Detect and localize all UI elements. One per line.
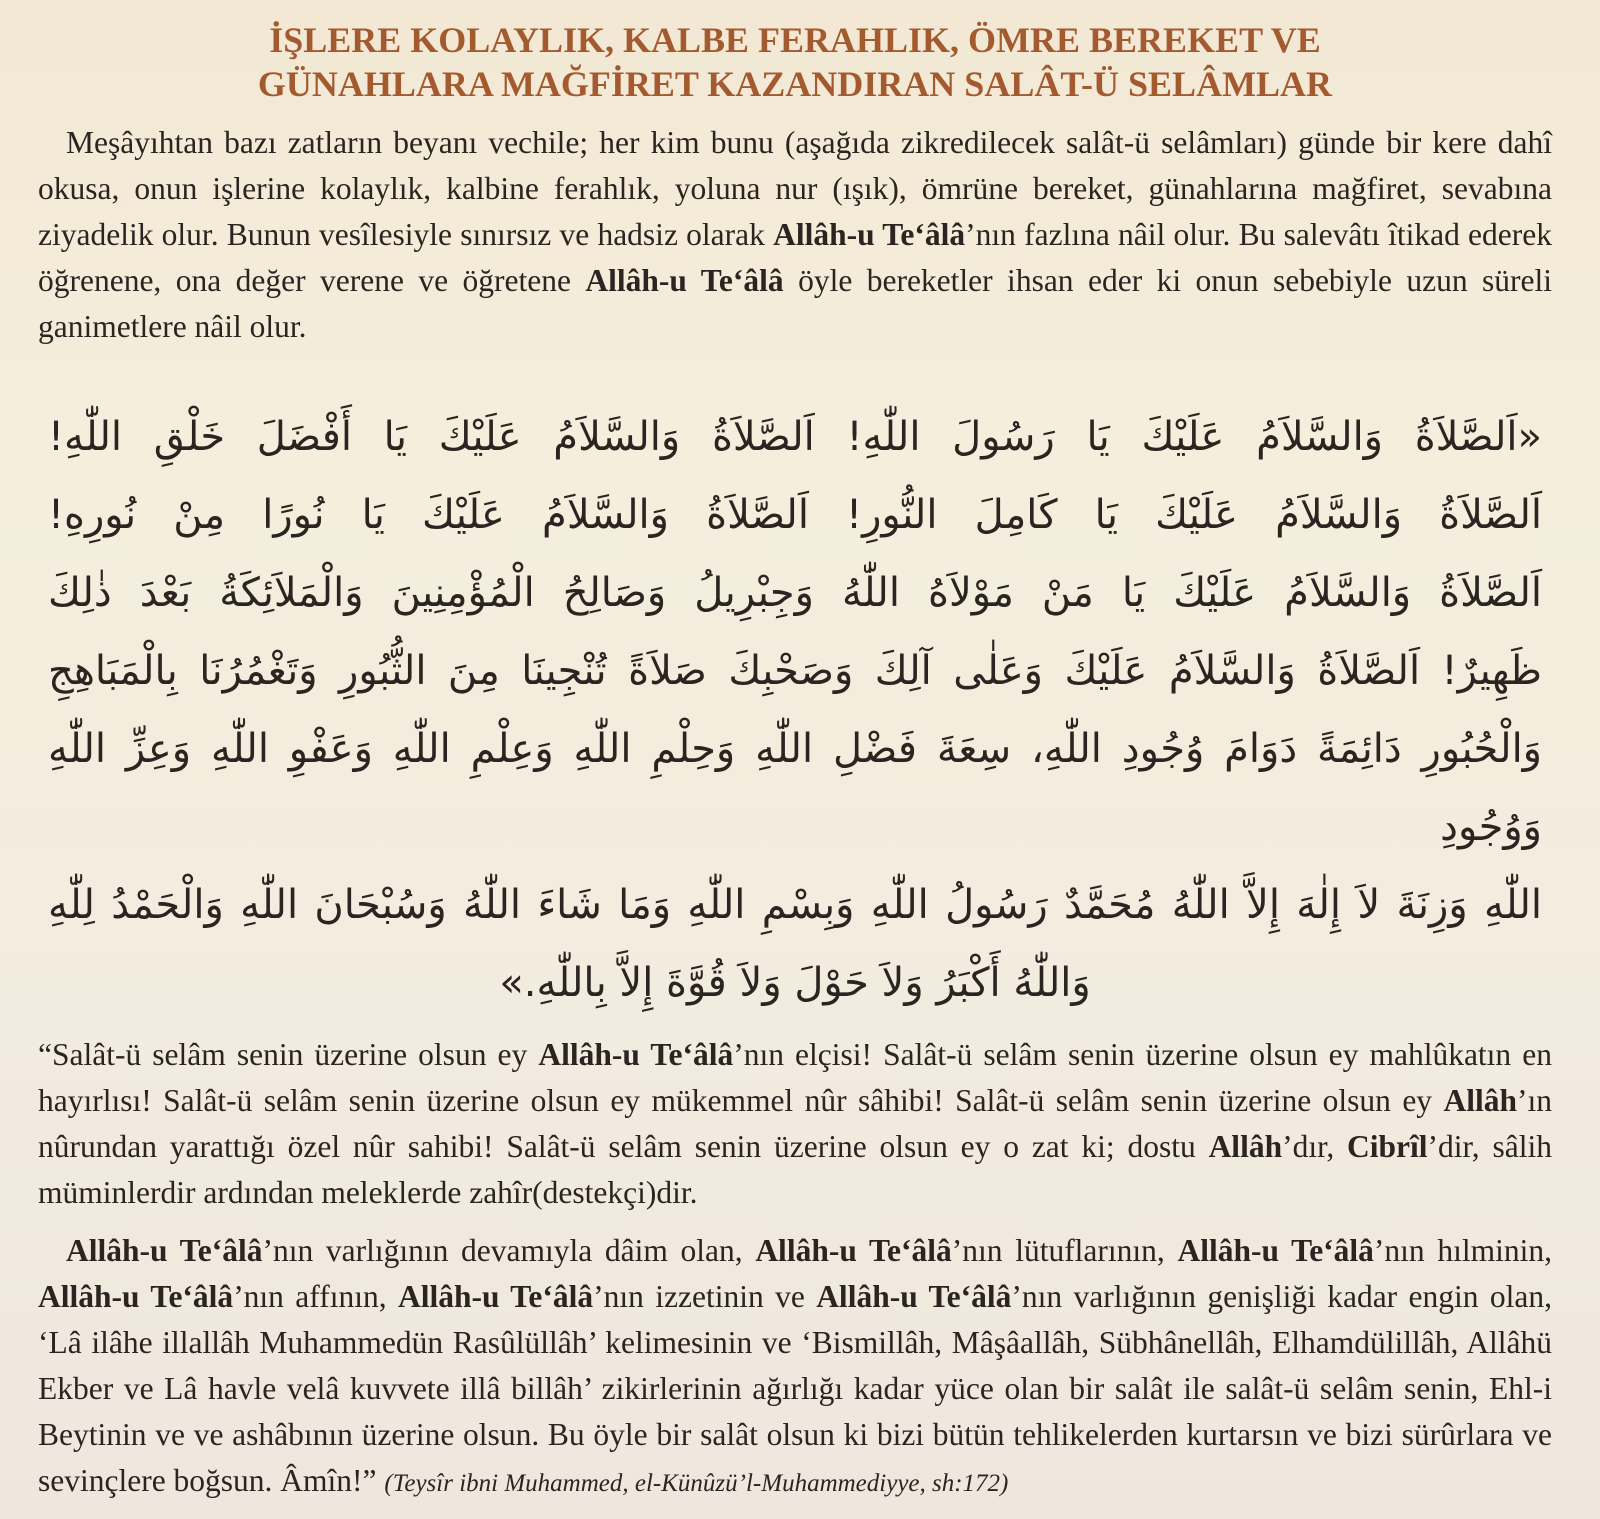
arabic-line-2: اَلصَّلاَةُ وَالسَّلاَمُ عَلَيْكَ يَا كَامِلَ النُّورِ! اَلصَّلاَةُ وَالسَّلاَمُ عَلَيْكَ يَا نُورًا مِنْ نُورِهِ! — [48, 492, 1542, 538]
translation-text: ’nın elçisi! Salât-ü selâm senin üzerine olsun ey mahlûkatın en hayırlısı! Salât-ü selâm senin üzerine olsun ey mükemmel nûr sâhibi! Salât-ü selâm senin üzerine olsun ey — [38, 1037, 1552, 1118]
arabic-line-6: اللّٰهِ وَزِنَةَ لاَ إِلٰهَ إِلاَّ اللّٰهُ مُحَمَّدٌ رَسُولُ اللّٰهِ وَبِسْمِ اللّٰهِ وَمَا شَاءَ اللّٰهُ وَسُبْحَانَ اللّٰهِ وَالْحَمْدُ لِلّٰهِ — [48, 882, 1542, 928]
arabic-line-3: اَلصَّلاَةُ وَالسَّلاَمُ عَلَيْكَ يَا مَنْ مَوْلاَهُ اللّٰهُ وَجِبْرِيلُ وَصَالِحُ الْمُؤْمِنِينَ وَالْمَلاَئِكَةُ بَعْدَ ذٰلِكَ — [48, 570, 1542, 616]
title-line-1: İŞLERE KOLAYLIK, KALBE FERAHLIK, ÖMRE BEREKET VE — [269, 20, 1321, 60]
bold-name: Allâh — [1443, 1083, 1517, 1118]
page-title — [38, 18, 1552, 106]
arabic-line-4: ظَهِيرٌ! اَلصَّلاَةُ وَالسَّلاَمُ عَلَيْكَ وَعَلٰى آلِكَ وَصَحْبِكَ صَلاَةً تُنْجِينَا مِنَ الثُّبُورِ وَتَغْمُرُنَا بِالْمَبَاهِجِ — [48, 648, 1542, 694]
intro-text: ’nın fazlına nâil olur. Bu salevâtı îtikad ederek öğrenene, ona değer verene ve öğretene — [38, 217, 1552, 298]
intro-text: öyle bereketler ihsan eder ki onun sebebiyle uzun süreli ganimetlere nâil olur. — [38, 263, 1552, 344]
translation-text: ’nın lütuflarının, — [951, 1233, 1178, 1268]
source-citation: (Teysîr ibni Muhammed, el-Künûzü’l-Muhammediyye, sh:172) — [384, 1470, 1009, 1497]
translation-text: ’nın varlığının devamıyla dâim olan, — [262, 1233, 756, 1268]
translation-text: ’nın varlığının genişliği kadar engin olan, ‘Lâ ilâhe illallâh Muhammedün Rasûlüllâh’ kelimesinin ve ‘Bismillâh, Mâşâallâh, Sübhânellâh, Elhamdülillâh, Allâhü Ekber ve Lâ havle velâ kuvvete illâ billâh’ zikirlerinin ağırlığı kadar yüce olan bir salât ile salât-ü selâm senin, Ehl-i Beytinin ve ve ashâbının üzerine olsun. Bu öyle bir salât olsun ki bizi bütün tehlikelerden kurtarsın ve bizi sürûrlara ve sevinçlere boğsun. Âmîn!” — [38, 1279, 1552, 1498]
title-line-2: GÜNAHLARA MAĞFİRET KAZANDIRAN SALÂT-Ü SELÂMLAR — [257, 64, 1333, 104]
arabic-line-1: «اَلصَّلاَةُ وَالسَّلاَمُ عَلَيْكَ يَا رَسُولَ اللّٰهِ! اَلصَّلاَةُ وَالسَّلاَمُ عَلَيْكَ يَا أَفْضَلَ خَلْقِ اللّٰهِ! — [48, 414, 1542, 460]
translation-text: ’ın nûrundan yarattığı özel nûr sahibi! Salât-ü selâm senin üzerine olsun ey o zat ki; dostu — [38, 1083, 1552, 1164]
intro-paragraph — [38, 120, 1552, 350]
intro-text: Meşâyıhtan bazı zatların beyanı vechile; her kim bunu (aşağıda zikredilecek salât-ü selâmları) günde bir kere dahî okusa, onun işlerine kolaylık, kalbine ferahlık, yoluna nur (ışık), ömrüne bereket, günahlarına mağfiret, sevabına ziyadelik olur. Bunun vesîlesiyle sınırsız ve hadsiz olarak — [38, 125, 1552, 252]
arabic-prayer — [38, 398, 1552, 1022]
bold-name: Allâh-u Te‘âlâ — [38, 1279, 234, 1314]
translation-text: ’dır, — [1282, 1129, 1348, 1164]
translation-paragraph-2 — [38, 1228, 1552, 1507]
bold-name: Allâh-u Te‘âlâ — [538, 1037, 734, 1072]
bold-name: Allâh-u Te‘âlâ — [816, 1279, 1012, 1314]
translation-text: ’nın hılminin, — [1373, 1233, 1552, 1268]
translation-paragraph-1 — [38, 1032, 1552, 1216]
bold-name: Allâh-u Te‘âlâ — [66, 1233, 263, 1268]
bold-name: Allâh-u Te‘âlâ — [1177, 1233, 1374, 1268]
translation-text: ’dir, sâlih müminlerdir ardından meleklerde zahîr(destekçi)dir. — [38, 1129, 1552, 1210]
translation-text: ’nın affının, — [233, 1279, 398, 1314]
translation-text: ’nın izzetinin ve — [593, 1279, 817, 1314]
bold-name: Allâh-u Te‘âlâ — [755, 1233, 952, 1268]
arabic-line-7: وَاللّٰهُ أَكْبَرُ وَلاَ حَوْلَ وَلاَ قُوَّةَ إِلاَّ بِاللّٰهِ.» — [499, 960, 1091, 1006]
bold-name: Allâh-u Te‘âlâ — [397, 1279, 594, 1314]
paragraph-spacer — [38, 1216, 1552, 1228]
translation-text: “Salât-ü selâm senin üzerine olsun ey — [38, 1037, 539, 1072]
bold-name: Allâh-u Te‘âlâ — [585, 263, 784, 298]
bold-name: Allâh-u Te‘âlâ — [773, 217, 966, 252]
bold-name: Allâh — [1208, 1129, 1283, 1164]
arabic-line-5: وَالْحُبُورِ دَائِمَةً دَوَامَ وُجُودِ اللّٰهِ، سِعَةَ فَضْلِ اللّٰهِ وَحِلْمِ اللّٰهِ وَعِلْمِ اللّٰهِ وَعَفْوِ اللّٰهِ وَعِزِّ اللّٰهِ وَوُجُودِ — [48, 726, 1542, 850]
bold-name: Cibrîl — [1347, 1129, 1428, 1164]
